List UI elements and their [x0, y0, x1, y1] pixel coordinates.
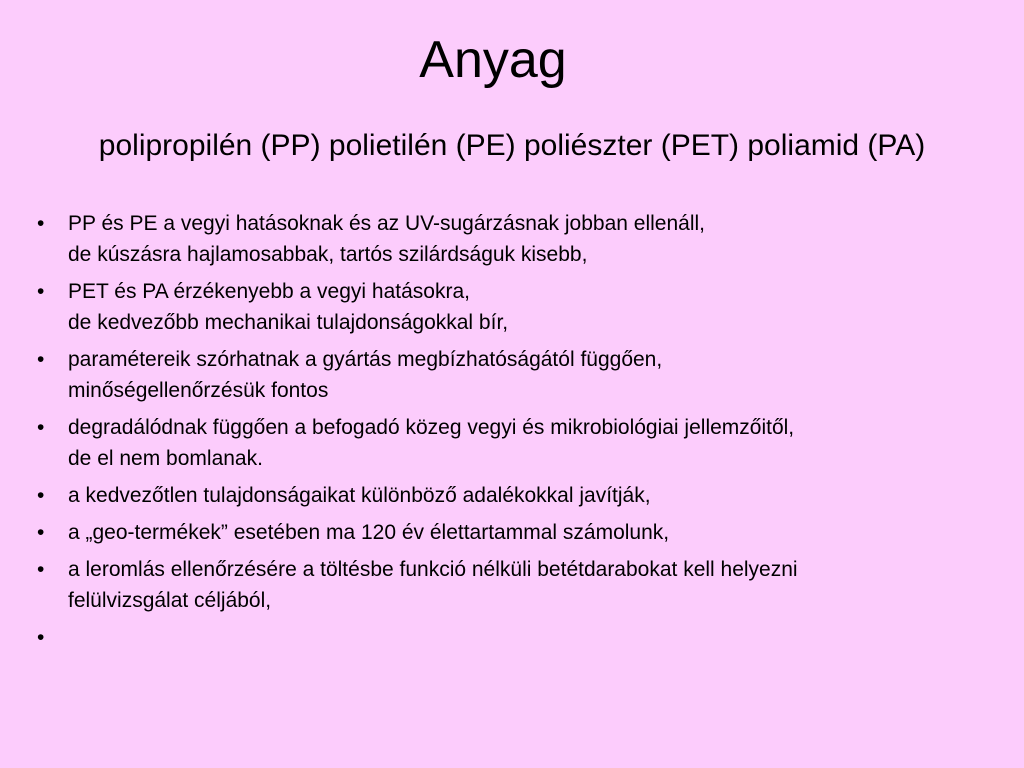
bullet-text-line: de kúszásra hajlamosabbak, tartós szilárdságuk kisebb,: [68, 243, 588, 266]
bullet-text-line: paramétereik szórhatnak a gyártás megbízhatóságától függően,: [68, 348, 663, 371]
bullet-text-line: felülvizsgálat céljából,: [68, 589, 272, 612]
bullet-marker: •: [37, 484, 45, 507]
bullet-text-line: de el nem bomlanak.: [68, 447, 263, 470]
bullet-list: [37, 208, 997, 659]
bullet-marker: •: [37, 558, 45, 581]
bullet-marker: •: [37, 348, 45, 371]
bullet-marker: •: [37, 521, 45, 544]
bullet-text-line: minőségellenőrzésük fontos: [68, 379, 329, 402]
bullet-marker: •: [37, 626, 45, 649]
slide-title: Anyag: [419, 31, 567, 89]
bullet-text-line: a leromlás ellenőrzésére a töltésbe funkció nélküli betétdarabokat kell helyezni: [68, 558, 798, 581]
bullet-marker: •: [37, 280, 45, 303]
bullet-item-5: [37, 480, 997, 511]
bullet-item-empty: [37, 622, 997, 653]
slide-subtitle: polipropilén (PP) polietilén (PE) poliészter (PET) poliamid (PA): [98, 129, 926, 162]
bullet-text-line: a „geo-termékek” esetében ma 120 év élettartammal számolunk,: [68, 521, 670, 544]
bullet-marker: •: [37, 416, 45, 439]
bullet-item-3: [37, 344, 997, 406]
bullet-item-6: [37, 517, 997, 548]
bullet-text-line: degradálódnak függően a befogadó közeg vegyi és mikrobiológiai jellemzőitől,: [68, 416, 795, 439]
bullet-text-line: PP és PE a vegyi hatásoknak és az UV-sugárzásnak jobban ellenáll,: [68, 212, 705, 235]
bullet-item-2: [37, 276, 997, 338]
bullet-item-7: [37, 554, 997, 616]
bullet-marker: •: [37, 212, 45, 235]
bullet-item-4: [37, 412, 997, 474]
bullet-text-line: a kedvezőtlen tulajdonságaikat különböző adalékokkal javítják,: [68, 484, 651, 507]
bullet-text-line: PET és PA érzékenyebb a vegyi hatásokra,: [68, 280, 470, 303]
bullet-item-1: [37, 208, 997, 270]
bullet-text-line: de kedvezőbb mechanikai tulajdonságokkal bír,: [68, 311, 509, 334]
